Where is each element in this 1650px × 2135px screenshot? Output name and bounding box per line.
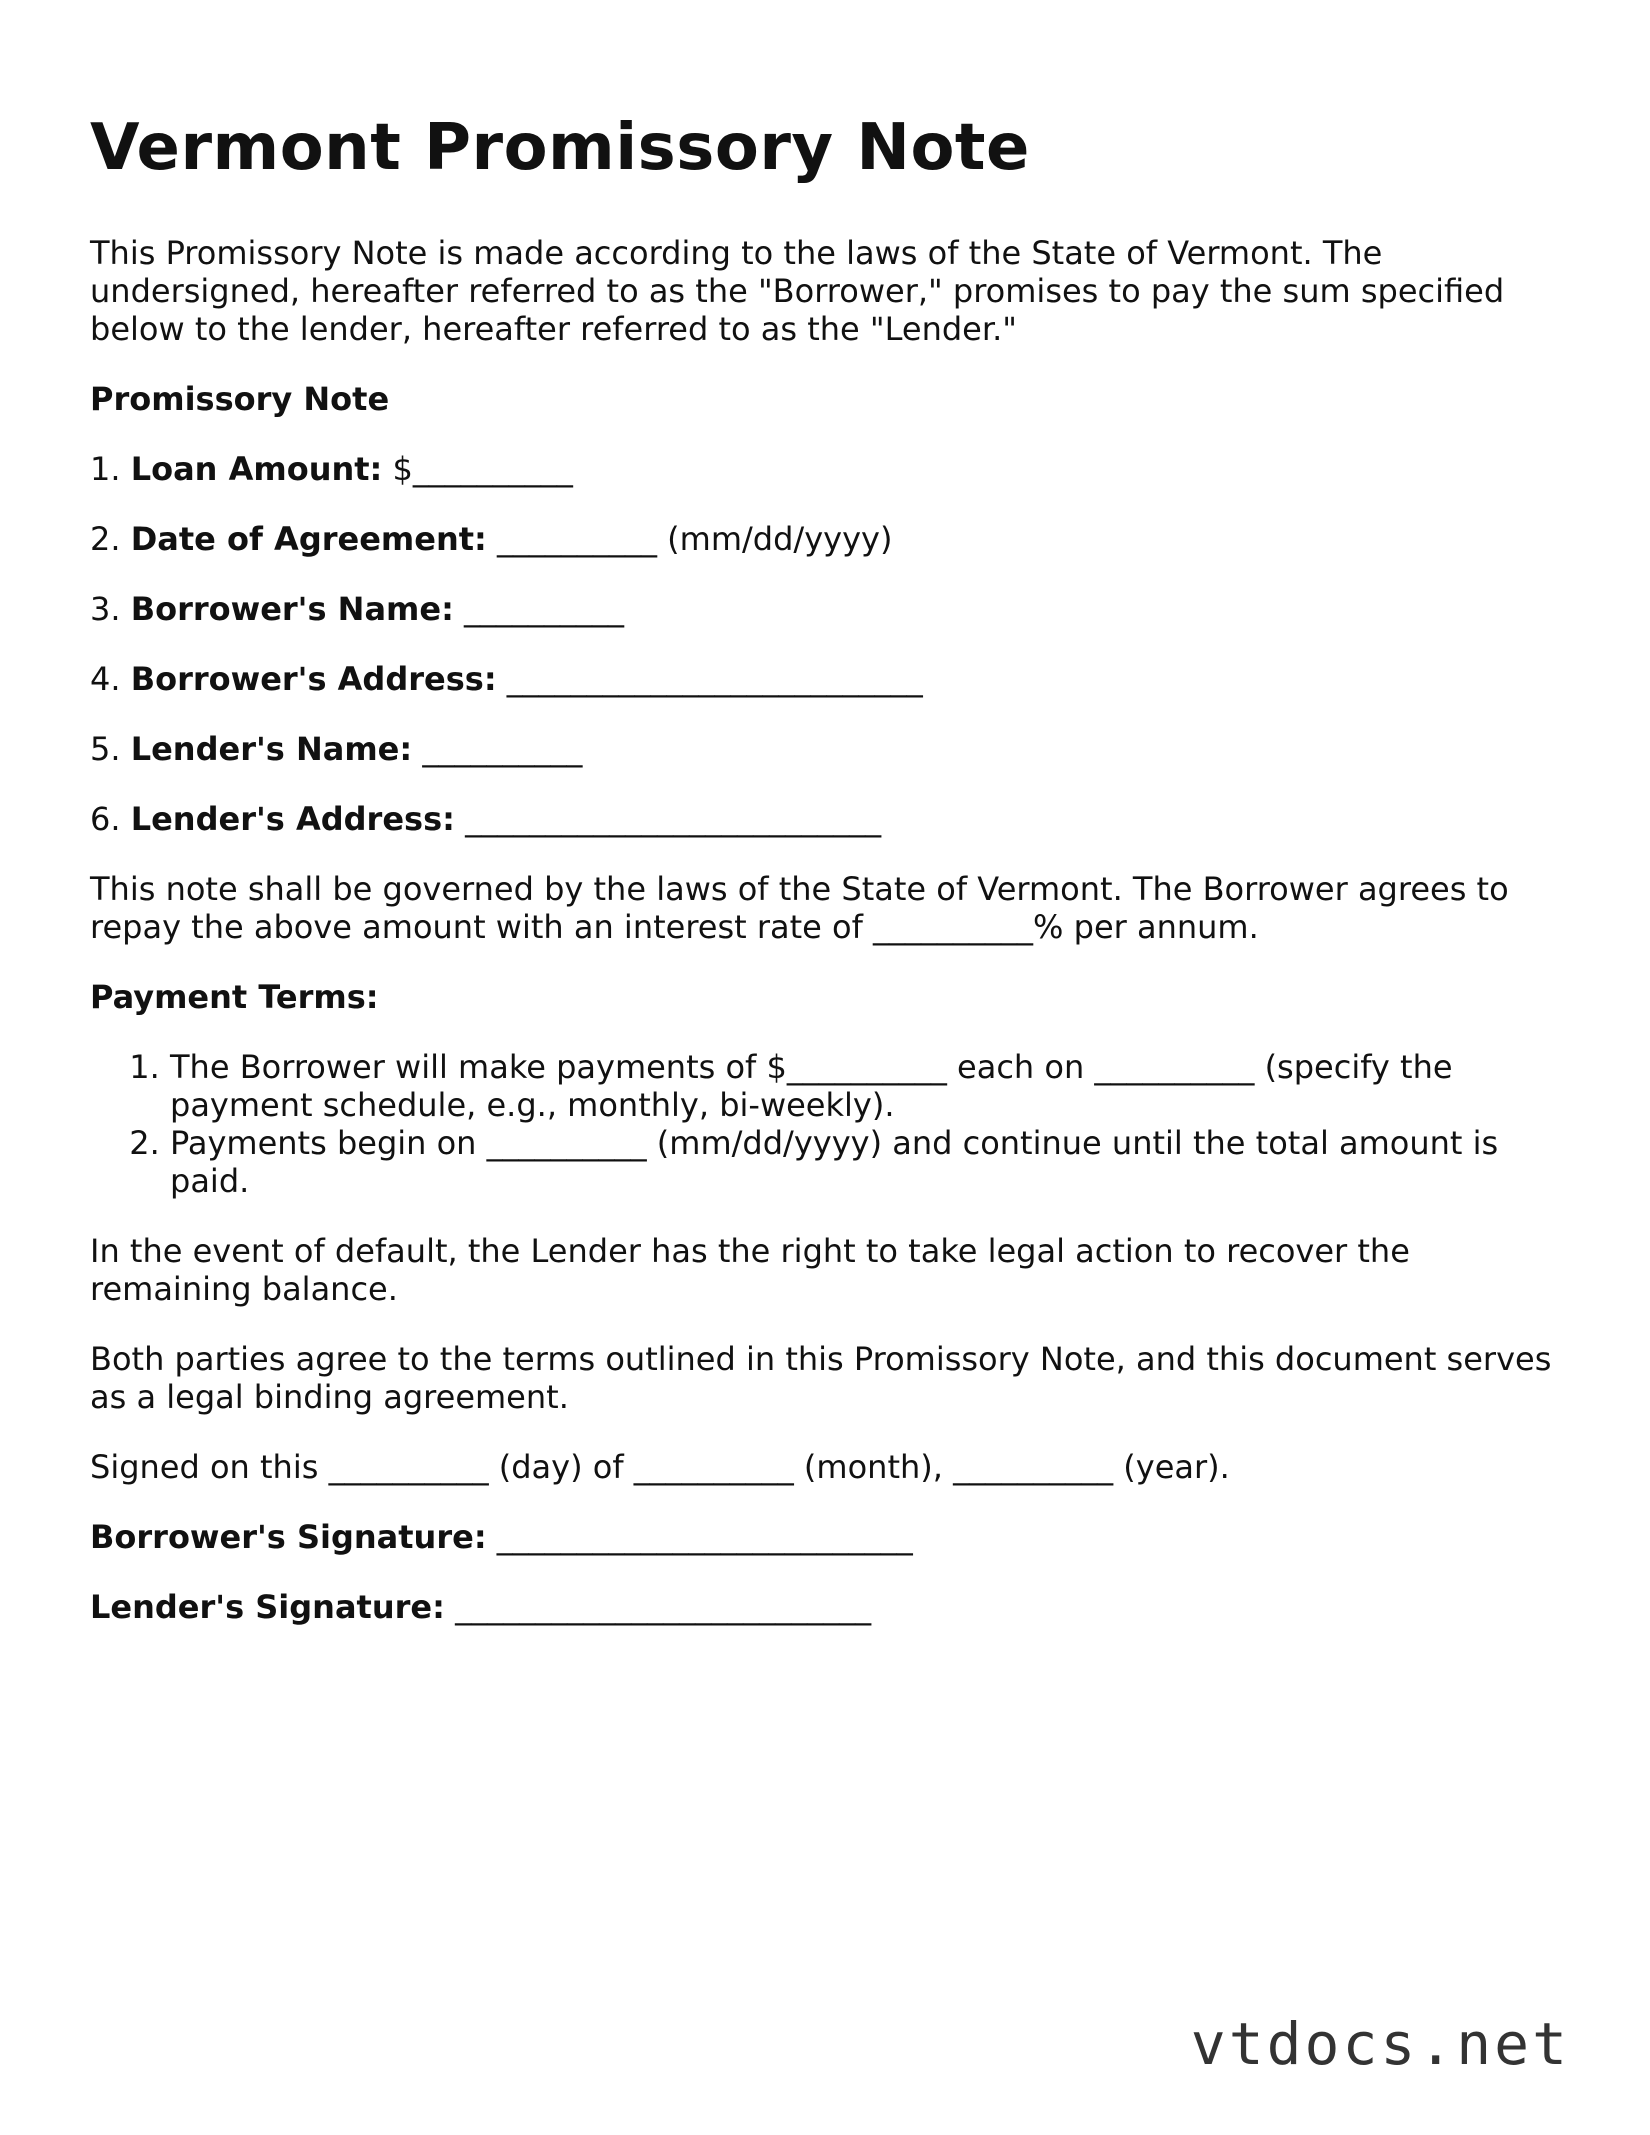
- payment-term-item: 2. Payments begin on __________ (mm/dd/yyyy) and continue until the total amount is paid.: [170, 1124, 1570, 1200]
- field-label: Lender's Address:: [130, 799, 455, 838]
- payment-terms-list: [90, 1048, 1570, 1200]
- signed-on-line: Signed on this __________ (day) of __________ (month), __________ (year).: [90, 1447, 1230, 1486]
- field-blank: __________: [453, 589, 625, 628]
- section-heading: Promissory Note: [90, 379, 390, 418]
- signature-blank: __________________________: [444, 1587, 872, 1626]
- field-blank: __________ (mm/dd/yyyy): [486, 519, 893, 558]
- intro-paragraph: This Promissory Note is made according to the laws of the State of Vermont. The undersigned, hereafter referred to as the "Borrower," promises to pay the sum specified below to the lender, hereafter referred to as the "Lender.": [90, 233, 1505, 348]
- lender-signature-line: [90, 1588, 1570, 1626]
- field-borrower-address: [90, 660, 1570, 698]
- default-paragraph: In the event of default, the Lender has the right to take legal action to recover the remaining balance.: [90, 1231, 1410, 1308]
- field-blank: __________________________: [454, 799, 882, 838]
- field-date-of-agreement: [90, 520, 1570, 558]
- document-title: Vermont Promissory Note: [90, 111, 1030, 185]
- field-blank: __________________________: [496, 659, 923, 698]
- signature-blank: __________________________: [486, 1517, 913, 1556]
- field-number: 2.: [90, 519, 121, 558]
- field-number: 4.: [90, 659, 121, 698]
- field-number: 1.: [90, 449, 121, 488]
- field-label: Date of Agreement:: [130, 519, 487, 558]
- watermark: vtdocs.net: [1190, 2010, 1570, 2078]
- field-borrower-name: [90, 590, 1570, 628]
- payment-terms-heading: Payment Terms:: [90, 977, 379, 1016]
- field-number: 5.: [90, 729, 121, 768]
- governing-law-paragraph: This note shall be governed by the laws of the State of Vermont. The Borrower agrees to repay the above amount with an interest rate of __________% per annum.: [90, 869, 1509, 946]
- payment-term-item: 1. The Borrower will make payments of $__________ each on __________ (specify the payment schedule, e.g., monthly, bi-weekly).: [170, 1048, 1570, 1124]
- agreement-paragraph: Both parties agree to the terms outlined in this Promissory Note, and this document serves as a legal binding agreement.: [90, 1339, 1552, 1416]
- lender-signature-label: Lender's Signature:: [90, 1587, 445, 1626]
- field-lender-address: [90, 800, 1570, 838]
- field-number: 3.: [90, 589, 121, 628]
- field-label: Lender's Name:: [130, 729, 413, 768]
- field-lender-name: [90, 730, 1570, 768]
- field-list: [90, 450, 1570, 838]
- document-page: [90, 112, 1570, 1658]
- field-number: 6.: [90, 799, 121, 838]
- field-label: Loan Amount:: [130, 449, 383, 488]
- field-loan-amount: [90, 450, 1570, 488]
- field-blank: $__________: [382, 449, 573, 488]
- field-label: Borrower's Name:: [130, 589, 454, 628]
- borrower-signature-line: [90, 1518, 1570, 1556]
- field-blank: __________: [412, 729, 583, 768]
- borrower-signature-label: Borrower's Signature:: [90, 1517, 487, 1556]
- field-label: Borrower's Address:: [130, 659, 497, 698]
